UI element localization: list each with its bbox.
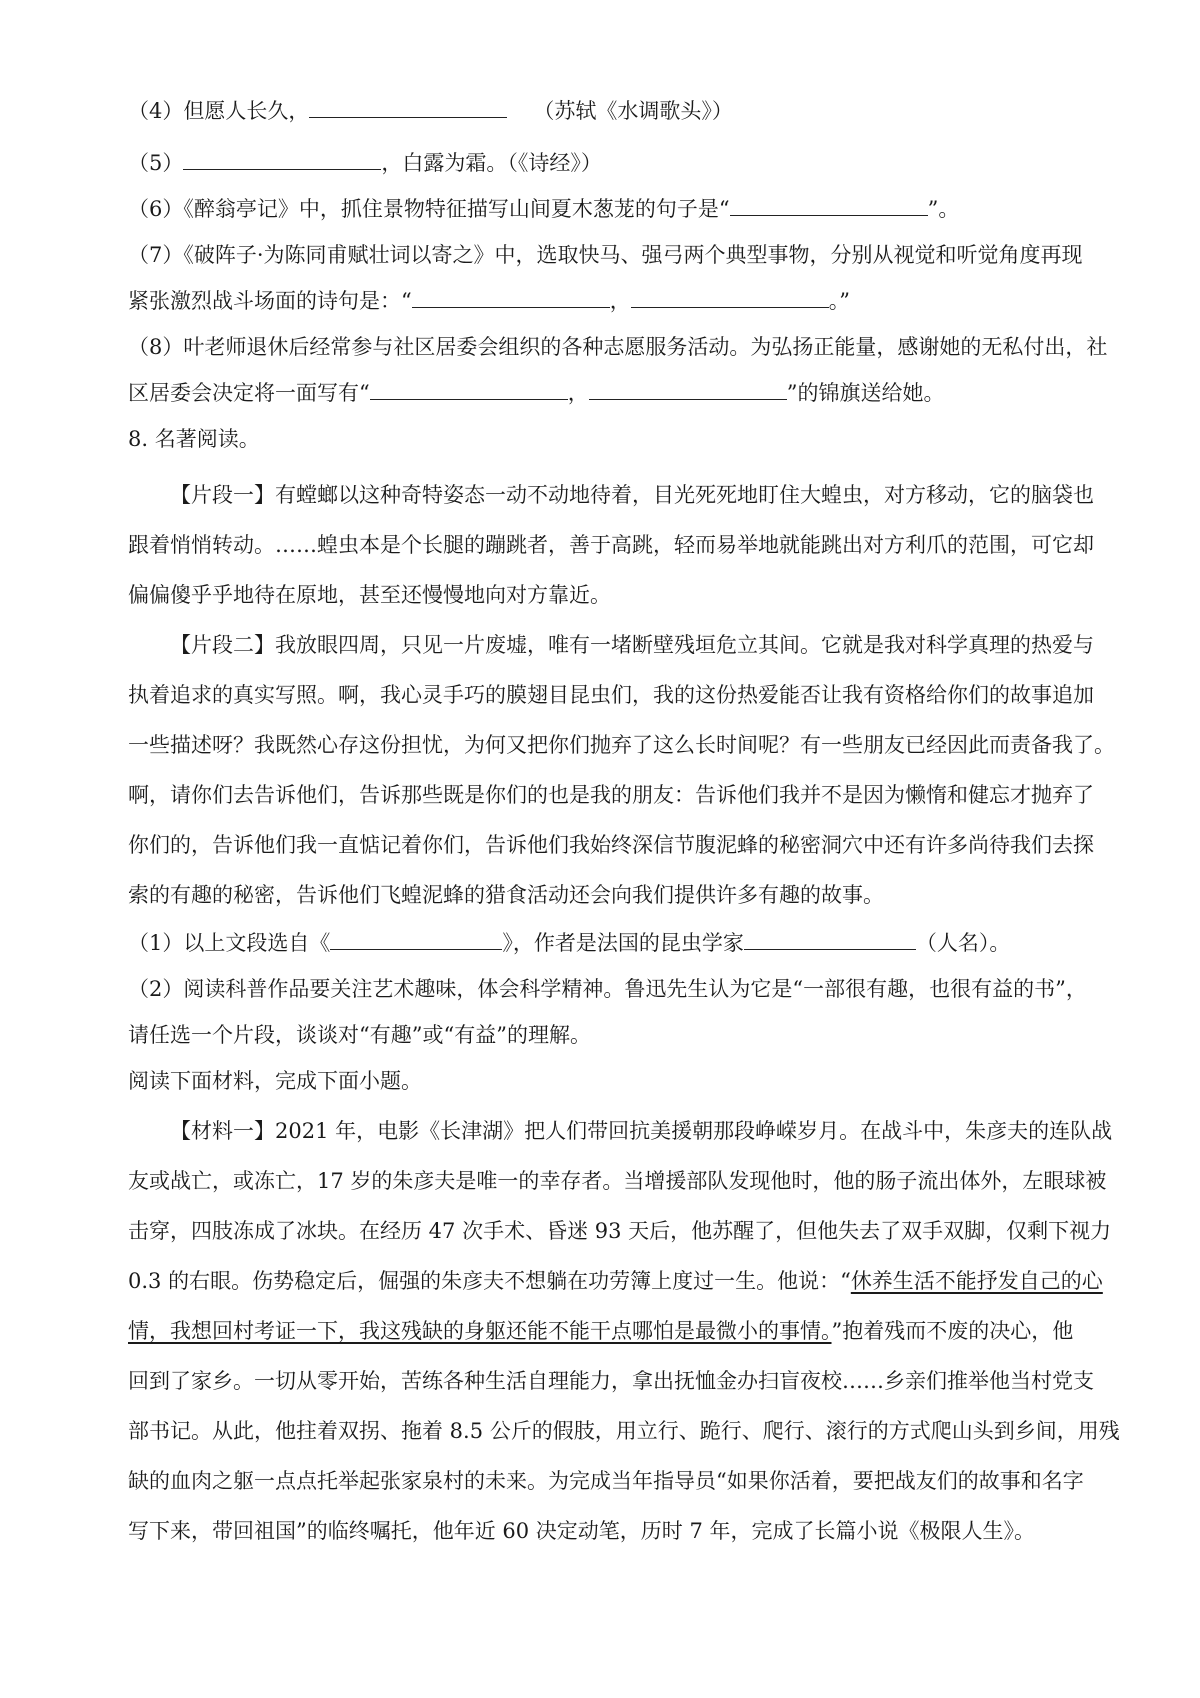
fragment-two: [128, 630, 1115, 910]
q8-1-prefix: （1）以上文段选自《: [128, 931, 331, 955]
answer-blank[interactable]: [370, 379, 568, 400]
q8-sub2-line: （2）阅读科普作品要关注艺术趣味，体会科学精神。鲁迅先生认为它是“一部很有趣，也很有益的书”，: [128, 977, 1087, 1001]
q7-6-prefix: （6）《醉翁亭记》中，抓住景物特征描写山间夏木葱茏的句子是“: [128, 197, 730, 221]
q7-item-7-line1: [128, 240, 1096, 270]
q7-7-prefix: 紧张激烈战斗场面的诗句是：“: [128, 289, 412, 313]
q7-4-suffix: （苏轼《水调歌头》）: [533, 99, 733, 123]
material-one: [128, 1116, 1120, 1546]
q8-1-mid: 》，作者是法国的昆虫学家: [502, 931, 744, 955]
q7-item-8-line1: [128, 332, 1108, 362]
answer-blank[interactable]: [183, 149, 381, 170]
underlined-quote: 情，我想回村考证一下，我这残缺的身躯还能不能干点哪怕是最微小的事情。: [128, 1319, 832, 1343]
q8-sub2-line: 请任选一个片段，谈谈对“有趣”或“有益”的理解。: [128, 1023, 591, 1047]
q7-7-text: （7）《破阵子·为陈同甫赋壮词以寄之》中，选取快马、强弓两个典型事物，分别从视觉和听觉角度再现: [128, 243, 1083, 267]
answer-blank[interactable]: [730, 195, 928, 216]
fragment-one-line: 偏偏傻乎乎地待在原地，甚至还慢慢地向对方靠近。: [128, 583, 611, 607]
q7-item-7-line2: [128, 286, 1096, 316]
q8-title: 8. 名著阅读。: [128, 427, 260, 451]
q7-7-mid: ，: [609, 289, 631, 313]
fragment-two-line: 【片段二】我放眼四周，只见一片废墟，唯有一堵断壁残垣危立其间。它就是我对科学真理的热爱与: [170, 633, 1094, 657]
material-one-line: 击穿，四肢冻成了冰块。在经历 47 次手术、昏迷 93 天后，他苏醒了，但他失去了双手双脚，仅剩下视力: [128, 1219, 1112, 1243]
material-one-line: 部书记。从此，他拄着双拐、拖着 8.5 公斤的假肢，用立行、跪行、爬行、滚行的方式爬山头到乡间，用残: [128, 1419, 1120, 1443]
q7-8-text: （8）叶老师退休后经常参与社区居委会组织的各种志愿服务活动。为弘扬正能量，感谢她的无私付出，社: [128, 335, 1108, 359]
fragment-one-line: 【片段一】有螳螂以这种奇特姿态一动不动地待着，目光死死地盯住大蝗虫，对方移动，它的脑袋也: [170, 483, 1094, 507]
underlined-quote: 休养生活不能抒发自己的心: [850, 1269, 1103, 1293]
q7-item-6: [128, 194, 1096, 224]
material-one-text: 0.3 的右眼。伤势稳定后，倔强的朱彦夫不想躺在功劳簿上度过一生。他说：“: [128, 1269, 851, 1293]
answer-blank[interactable]: [631, 287, 829, 308]
q7-item-4: [128, 96, 1096, 126]
q8-1-suffix: （人名）。: [915, 931, 1011, 955]
fragment-two-line: 啊，请你们去告诉他们，告诉那些既是你们的也是我的朋友：告诉他们我并不是因为懒惰和健忘才抛弃了: [128, 783, 1094, 807]
answer-blank[interactable]: [309, 97, 507, 118]
reading-intro: 阅读下面材料，完成下面小题。: [128, 1069, 422, 1093]
material-one-line: 缺的血肉之躯一点点托举起张家泉村的未来。为完成当年指导员“如果你活着，要把战友们的故事和名字: [128, 1469, 1084, 1493]
material-one-text: ”抱着残而不废的决心，他: [831, 1319, 1074, 1343]
material-one-line: 友或战亡，或冻亡，17 岁的朱彦夫是唯一的幸存者。当增援部队发现他时，他的肠子流出体外，左眼球被: [128, 1169, 1107, 1193]
q7-item-5: [128, 148, 1096, 178]
answer-blank[interactable]: [589, 379, 787, 400]
exam-content: [128, 96, 1120, 1566]
answer-blank[interactable]: [744, 929, 916, 950]
q7-5-suffix: ，白露为霜。（《诗经》）: [381, 151, 602, 175]
q7-8-mid: ，: [567, 381, 589, 405]
answer-blank[interactable]: [412, 287, 610, 308]
material-one-line: 写下来，带回祖国”的临终嘱托，他年近 60 决定动笔，历时 7 年，完成了长篇小说《极限人生》。: [128, 1519, 1036, 1543]
material-one-line: [128, 1266, 1103, 1296]
answer-blank[interactable]: [330, 929, 502, 950]
fragment-one-line: 跟着悄悄转动。……蝗虫本是个长腿的蹦跳者，善于高跳，轻而易举地就能跳出对方利爪的范围，可它却: [128, 533, 1094, 557]
material-one-line: 回到了家乡。一切从零开始，苦练各种生活自理能力，拿出抚恤金办扫盲夜校……乡亲们推举他当村党支: [128, 1369, 1094, 1393]
q7-5-prefix: （5）: [128, 151, 184, 175]
q7-7-suffix: 。”: [828, 289, 850, 313]
fragment-one: [128, 480, 1096, 610]
q7-6-suffix: ”。: [927, 197, 960, 221]
q7-8-suffix: ”的锦旗送给她。: [786, 381, 945, 405]
q8-sub1: [128, 928, 1096, 958]
q7-8-prefix: 区居委会决定将一面写有“: [128, 381, 370, 405]
material-one-line: 【材料一】2021 年，电影《长津湖》把人们带回抗美援朝那段峥嵘岁月。在战斗中，朱彦夫的连队战: [170, 1119, 1113, 1143]
fragment-two-line: 索的有趣的秘密，告诉他们飞蝗泥蜂的猎食活动还会向我们提供许多有趣的故事。: [128, 883, 884, 907]
material-one-line: [128, 1316, 1096, 1346]
q7-item-8-line2: [128, 378, 1096, 408]
fragment-two-line: 你们的，告诉他们我一直惦记着你们，告诉他们我始终深信节腹泥蜂的秘密洞穴中还有许多尚待我们去探: [128, 833, 1094, 857]
q7-4-prefix: （4）但愿人长久，: [128, 99, 310, 123]
fragment-two-line: 一些描述呀？我既然心存这份担忧，为何又把你们抛弃了这么长时间呢？有一些朋友已经因此而责备我了。: [128, 733, 1115, 757]
fragment-two-line: 执着追求的真实写照。啊，我心灵手巧的膜翅目昆虫们，我的这份热爱能否让我有资格给你们的故事追加: [128, 683, 1094, 707]
